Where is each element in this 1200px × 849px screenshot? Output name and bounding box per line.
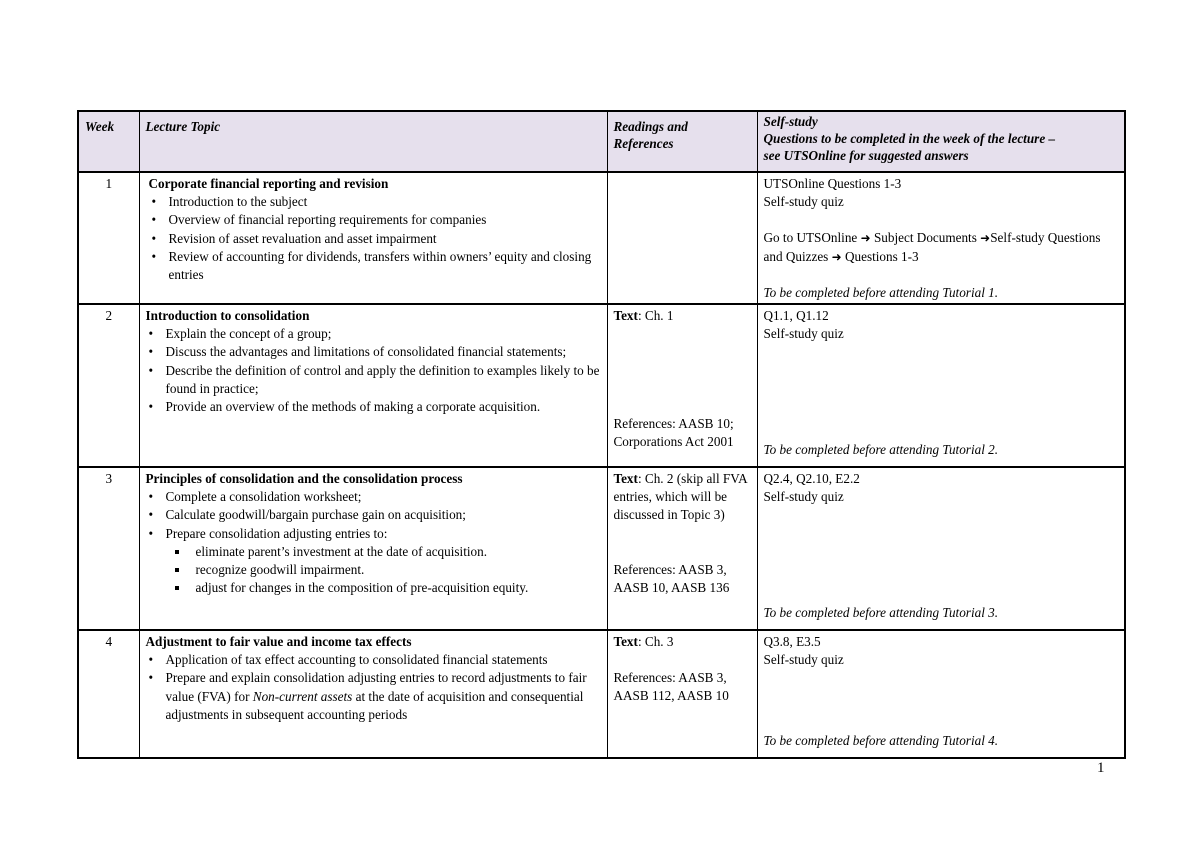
tutorial-note: To be completed before attending Tutorial 2. (763, 442, 999, 458)
text-reference (614, 307, 751, 325)
readings-cell (607, 304, 757, 467)
list-item: • Application of tax effect accounting to consolidated financial statements (166, 651, 601, 669)
nav-step-self-study: Self-study Questions and Quizzes (763, 230, 1101, 264)
week-number: 2 (78, 304, 139, 467)
list-item: • Discuss the advantages and limitations of consolidated financial statements; (166, 343, 601, 361)
list-item-text: Prepare consolidation adjusting entries to: (165, 525, 388, 541)
sub-list-item: adjust for changes in the composition of pre-acquisition equity. (196, 579, 601, 597)
table-row (78, 630, 1125, 758)
references: References: AASB 10; Corporations Act 2001 (613, 416, 734, 450)
table-header-row (78, 111, 1125, 172)
nav-step-utsonline: Go to UTSOnline (763, 230, 858, 246)
lecture-topic-cell (139, 630, 607, 758)
self-study-cell (757, 630, 1125, 758)
list-item: • Explain the concept of a group; (166, 325, 601, 343)
header-self-study-line1: Self-study (763, 114, 818, 129)
nav-step-questions: Questions 1-3 (844, 248, 919, 264)
table-row (78, 172, 1125, 304)
list-item (166, 669, 601, 724)
week-number: 4 (78, 630, 139, 758)
topic-title: Introduction to consolidation (145, 308, 310, 324)
text-label: Text (613, 471, 638, 487)
self-study-questions: UTSOnline Questions 1-3 (763, 176, 902, 191)
list-item-emphasis: Non-current assets (252, 688, 353, 704)
right-arrow-icon: ➜ (860, 231, 871, 246)
references: References: AASB 3, AASB 10, AASB 136 (613, 561, 730, 595)
list-item: • Introduction to the subject (169, 193, 601, 211)
header-readings-line1: Readings and (613, 119, 688, 134)
navigation-instructions (764, 229, 1119, 265)
sub-list-item: eliminate parent’s investment at the date of acquisition. (196, 543, 601, 561)
list-item: • Revision of asset revaluation and asset impairment (169, 230, 601, 248)
readings-cell (607, 172, 757, 304)
topic-title: Principles of consolidation and the consolidation process (145, 471, 463, 487)
week-number: 3 (78, 467, 139, 630)
lecture-topic-cell (139, 172, 607, 304)
list-item-text: Prepare and explain consolidation adjusting entries to record adjustments to fair value (FVA) for (165, 670, 587, 704)
topic-bullet-list (146, 488, 601, 597)
readings-cell (607, 467, 757, 630)
topic-title: Adjustment to fair value and income tax effects (145, 634, 412, 650)
list-item: • Provide an overview of the methods of making a corporate acquisition. (166, 398, 601, 416)
list-item: • Overview of financial reporting requirements for companies (169, 211, 601, 229)
tutorial-note: To be completed before attending Tutorial 3. (763, 605, 999, 621)
self-study-quiz: Self-study quiz (763, 194, 844, 210)
list-item (166, 525, 601, 598)
self-study-cell (757, 467, 1125, 630)
text-reference (614, 470, 751, 525)
self-study-questions: Q2.4, Q2.10, E2.2 (763, 471, 860, 487)
text-chapter: : Ch. 1 (637, 308, 674, 324)
list-item: • Calculate goodwill/bargain purchase gain on acquisition; (166, 506, 601, 524)
list-item: • Complete a consolidation worksheet; (166, 488, 601, 506)
tutorial-note: To be completed before attending Tutorial 1. (763, 284, 999, 300)
text-chapter: : Ch. 2 (skip all FVA entries, which will be discussed in Topic 3) (613, 471, 747, 523)
nav-step-subject-documents: Subject Documents (873, 230, 977, 246)
table-row (78, 467, 1125, 630)
self-study-cell (757, 304, 1125, 467)
header-lecture-topic: Lecture Topic (139, 111, 607, 172)
self-study-questions: Q3.8, E3.5 (763, 634, 821, 650)
list-item-text-end: at the date of acquisition and consequential adjustments in subsequent accounting periods (165, 688, 584, 722)
lecture-topic-cell (139, 467, 607, 630)
lecture-topic-cell (139, 304, 607, 467)
header-week: Week (78, 111, 139, 172)
list-item: • Review of accounting for dividends, transfers within owners’ equity and closing entries (169, 248, 601, 284)
week-number: 1 (78, 172, 139, 304)
text-chapter: : Ch. 3 (637, 634, 674, 650)
readings-cell (607, 630, 757, 758)
self-study-questions: Q1.1, Q1.12 (763, 308, 829, 324)
header-self-study (757, 111, 1125, 172)
text-reference (614, 633, 751, 651)
sub-bullet-list (166, 543, 601, 598)
right-arrow-icon: ➜ (831, 249, 842, 264)
header-readings (607, 111, 757, 172)
header-self-study-line3: see UTSOnline for suggested answers (763, 148, 969, 163)
topic-bullet-list (146, 325, 601, 416)
right-arrow-icon: ➜ (980, 231, 991, 246)
list-item: • Describe the definition of control and apply the definition to examples likely to be found in practice; (166, 362, 601, 398)
text-label: Text (613, 308, 638, 324)
references: References: AASB 3, AASB 112, AASB 10 (613, 670, 729, 704)
self-study-quiz: Self-study quiz (763, 326, 844, 342)
tutorial-note: To be completed before attending Tutorial 4. (763, 733, 999, 749)
header-self-study-line2: Questions to be completed in the week of the lecture – (763, 131, 1056, 146)
header-readings-line2: References (613, 136, 674, 151)
text-label: Text (613, 634, 638, 650)
course-schedule-table (77, 110, 1126, 759)
sub-list-item: recognize goodwill impairment. (196, 561, 601, 579)
self-study-cell (757, 172, 1125, 304)
self-study-quiz: Self-study quiz (763, 489, 844, 505)
self-study-quiz: Self-study quiz (763, 652, 844, 668)
table-row (78, 304, 1125, 467)
topic-bullet-list (146, 651, 601, 724)
page-number: 1 (1097, 760, 1105, 776)
topic-bullet-list (149, 193, 601, 284)
topic-title: Corporate financial reporting and revision (148, 176, 389, 191)
